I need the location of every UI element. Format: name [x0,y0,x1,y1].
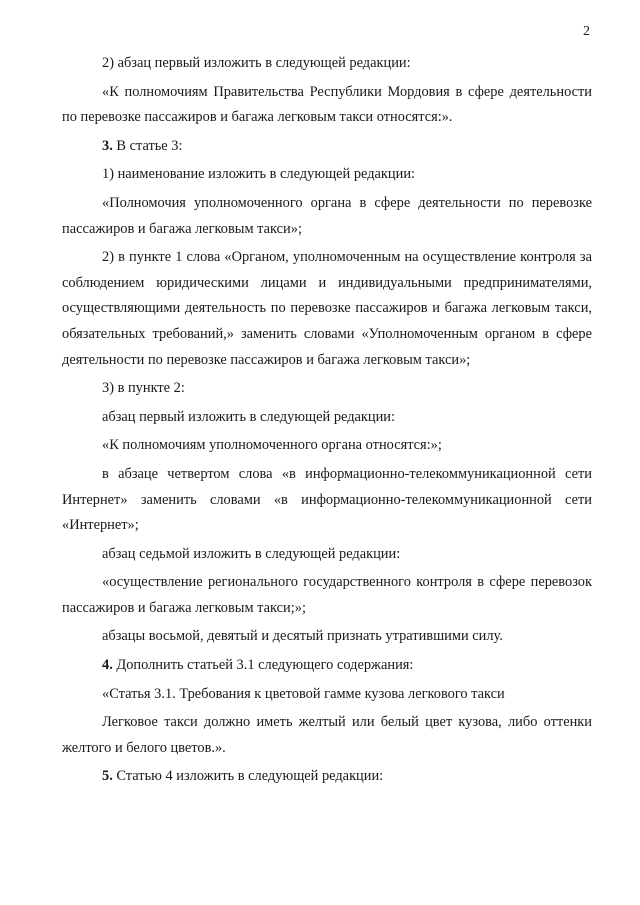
section-number: 4. [102,657,113,674]
paragraph-12: «осуществление регионального государственного контроля в сфере перевозок пассажиров и багажа легковым такси;»; [62,574,592,616]
section-number: 3. [102,137,113,154]
paragraph-11: абзац седьмой изложить в следующей редакции: [102,545,401,562]
paragraph-text: Дополнить статьей 3.1 следующего содержания: [112,657,414,674]
paragraph-9: «К полномочиям уполномоченного органа относятся:»; [102,437,442,454]
paragraph-6: 2) в пункте 1 слова «Органом, уполномоченным на осуществление контроля за соблюдением юридическими лицами и индивидуальными предпринимателями, осуществляющими деятельность по перевозке пассажиров и багажа легковым такси, обязательных требований,» заменить словами «Уполномоченным органом в сфере деятельности по перевозке пассажиров и багажа легковым такси»; [62,249,592,368]
paragraph-17 [62,764,592,790]
paragraph-14 [62,653,592,679]
paragraph-7: 3) в пункте 2: [102,380,185,397]
paragraph-15: «Статья 3.1. Требования к цветовой гамме кузова легкового такси [102,685,505,702]
paragraph-3 [62,134,592,160]
paragraph-8: абзац первый изложить в следующей редакции: [102,408,396,425]
paragraph-4: 1) наименование изложить в следующей редакции: [102,166,416,183]
paragraph-10: в абзаце четвертом слова «в информационно-телекоммуникационной сети Интернет» заменить словами «в информационно-телекоммуникационной сети «Интернет»; [62,465,592,534]
document-body [62,48,592,790]
paragraph-16: Легковое такси должно иметь желтый или белый цвет кузова, либо оттенки желтого и белого цветов.». [62,714,592,756]
paragraph-text: Статью 4 изложить в следующей редакции: [112,768,384,785]
paragraph-1: 2) абзац первый изложить в следующей редакции: [102,55,411,71]
paragraph-13: абзацы восьмой, девятый и десятый признать утратившими силу. [102,628,503,645]
paragraph-2: «К полномочиям Правительства Республики Мордовия в сфере деятельности по перевозке пассажиров и багажа легковым такси относятся:». [62,83,592,126]
page-number: 2 [583,24,590,39]
paragraph-5: «Полномочия уполномоченного органа в сфере деятельности по перевозке пассажиров и багажа легковым такси»; [62,194,592,237]
section-number: 5. [102,768,113,785]
paragraph-text: В статье 3: [112,137,183,154]
